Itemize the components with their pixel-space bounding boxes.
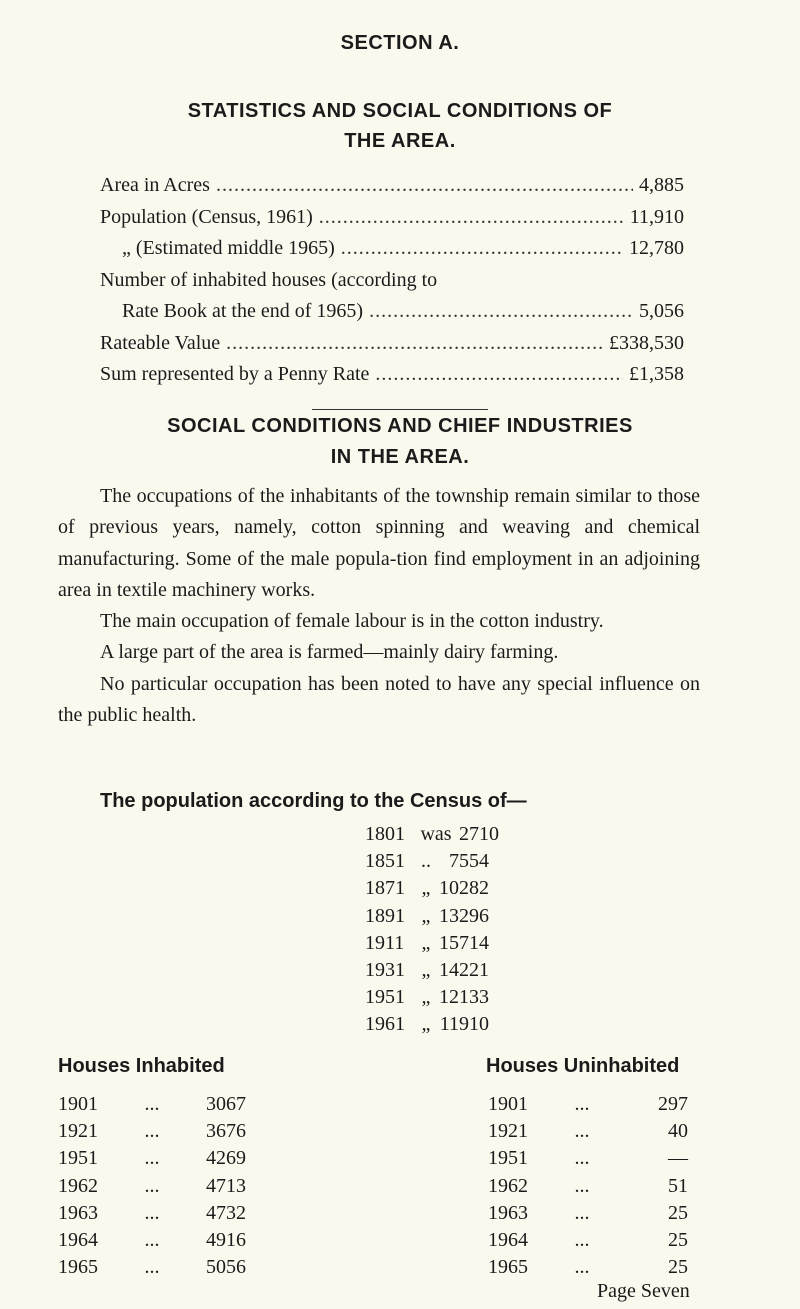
houses-year: 1962 [58,1174,98,1197]
leader-dots: ... [574,1228,590,1251]
houses-row [58,1175,246,1202]
census-value: 15714 [439,931,489,954]
houses-value: 40 [668,1120,688,1143]
houses-uninhabited-heading: Houses Uninhabited [486,1055,680,1077]
stat-row [100,237,684,269]
census-value: 10282 [439,877,489,900]
houses-value: 4713 [206,1174,246,1197]
houses-inhabited-table [58,1055,246,1283]
houses-inhabited-heading: Houses Inhabited [58,1055,225,1077]
houses-year: 1962 [488,1174,528,1197]
divider-rule [312,409,488,410]
census-year: 1801 [365,823,405,845]
census-row [365,905,499,932]
stat-value: 12,780 [629,237,684,259]
leader-dots: ... [144,1147,160,1170]
houses-year: 1964 [58,1228,98,1251]
main-title-line1: STATISTICS AND SOCIAL CONDITIONS OF [187,100,613,122]
houses-year: 1901 [58,1093,98,1115]
census-year: 1851 [365,850,405,873]
ditto-mark: was [420,823,452,845]
houses-value: 3676 [206,1120,246,1143]
leader-dots [226,332,603,355]
leader-dots: ... [144,1174,160,1197]
stat-label: Sum represented by a Penny Rate [100,363,370,385]
leader-dots [341,237,623,260]
social-conditions-text [58,481,700,731]
ditto-mark: „ [421,877,431,900]
census-row [365,877,499,904]
census-row [365,1013,499,1040]
houses-year: 1921 [488,1120,528,1143]
houses-row [488,1175,688,1202]
leader-dots: ... [574,1120,590,1143]
ditto-mark: „ [421,931,431,954]
section-title: SECTION A. [340,32,460,54]
leader-dots: ... [144,1093,160,1115]
leader-dots [216,174,633,197]
census-value: 2710 [459,823,499,845]
stat-label: Rate Book at the end of 1965) [122,300,364,322]
houses-value: 4269 [206,1147,246,1170]
paragraph: A large part of the area is farmed—mainly dairy farming. [100,641,559,664]
houses-row [488,1147,688,1174]
houses-value: 3067 [206,1093,246,1115]
houses-row [488,1120,688,1147]
houses-row [58,1229,246,1256]
stat-value: 4,885 [639,174,684,196]
stat-row [100,269,684,301]
houses-row [58,1120,246,1147]
houses-year: 1963 [488,1201,528,1224]
page-number: Page Seven [597,1280,690,1302]
leader-dots: ... [144,1120,160,1143]
stat-row [100,206,684,238]
houses-value: 25 [668,1201,688,1224]
census-value: 12133 [439,986,489,1009]
social-heading-line2: IN THE AREA. [330,446,470,468]
stat-value: £338,530 [609,331,684,354]
census-year: 1931 [365,958,405,981]
main-title-line2: THE AREA. [344,130,456,152]
census-table [365,823,499,1041]
houses-year: 1963 [58,1201,98,1224]
houses-value: 25 [668,1228,688,1251]
stat-label: Rateable Value [100,331,221,354]
stat-label: „ (Estimated middle 1965) [122,237,335,259]
stat-row [100,332,684,364]
paragraph: No particular occupation has been noted to have any special influence on the public health. [58,672,700,727]
houses-year: 1951 [58,1147,98,1170]
houses-row [488,1202,688,1229]
leader-dots: ... [144,1228,160,1251]
stat-label: Population (Census, 1961) [100,205,313,228]
census-row [365,959,499,986]
houses-uninhabited-table [486,1055,688,1283]
houses-row [58,1147,246,1174]
census-row [365,823,499,850]
ditto-mark: „ [421,986,431,1009]
houses-row [58,1256,246,1283]
houses-value: 297 [658,1093,688,1115]
census-year: 1961 [365,1013,405,1036]
leader-dots: ... [574,1201,590,1224]
ditto-mark: „ [421,958,431,981]
ditto-mark: „ [421,1013,431,1036]
stat-row [100,174,684,206]
leader-dots [375,363,623,386]
census-year: 1951 [365,986,405,1009]
houses-year: 1964 [488,1228,528,1251]
houses-row [58,1202,246,1229]
houses-row [488,1229,688,1256]
census-row [365,850,499,877]
ditto-mark: „ [421,904,431,927]
census-year: 1871 [365,877,405,900]
census-year: 1911 [365,931,405,954]
census-heading: The population according to the Census of— [100,790,527,812]
area-statistics [100,174,684,395]
stat-value: 5,056 [639,300,684,322]
leader-dots: ... [574,1174,590,1197]
stat-row [100,363,684,395]
census-row [365,932,499,959]
stat-label: Area in Acres [100,174,210,196]
houses-value: 4916 [206,1228,246,1251]
houses-value: — [668,1147,688,1170]
houses-year: 1965 [58,1256,98,1279]
leader-dots: ... [574,1256,590,1279]
houses-year: 1901 [488,1093,528,1115]
leader-dots [319,206,624,229]
census-value: 14221 [439,958,489,981]
houses-year: 1921 [58,1120,98,1143]
paragraph: The main occupation of female labour is in the cotton industry. [100,610,604,633]
social-heading-line1: SOCIAL CONDITIONS AND CHIEF INDUSTRIES [167,415,633,437]
ditto-mark: .. [421,850,431,873]
leader-dots [369,300,633,323]
leader-dots: ... [574,1093,590,1115]
houses-value: 51 [668,1174,688,1197]
leader-dots: ... [574,1147,590,1170]
census-value: 11910 [439,1013,489,1036]
census-value: 7554 [449,850,489,873]
stat-value: 11,910 [629,205,684,228]
houses-value: 5056 [206,1256,246,1279]
houses-row [488,1093,688,1120]
census-value: 13296 [439,904,489,927]
stat-label: Number of inhabited houses (according to [100,268,438,291]
houses-value: 4732 [206,1201,246,1224]
houses-value: 25 [668,1256,688,1279]
census-row [365,986,499,1013]
census-year: 1891 [365,904,405,927]
leader-dots: ... [144,1201,160,1224]
stat-value: £1,358 [629,363,684,385]
houses-year: 1951 [488,1147,528,1170]
stat-row [100,300,684,332]
houses-row [58,1093,246,1120]
houses-year: 1965 [488,1256,528,1279]
leader-dots: ... [144,1256,160,1279]
paragraph: The occupations of the inhabitants of the township remain similar to those of previous years, namely, cotton spinning and weaving and chemical manufacturing. Some of the male popula-tion find employment in an adjoining area in textile machinery works. [58,485,700,601]
